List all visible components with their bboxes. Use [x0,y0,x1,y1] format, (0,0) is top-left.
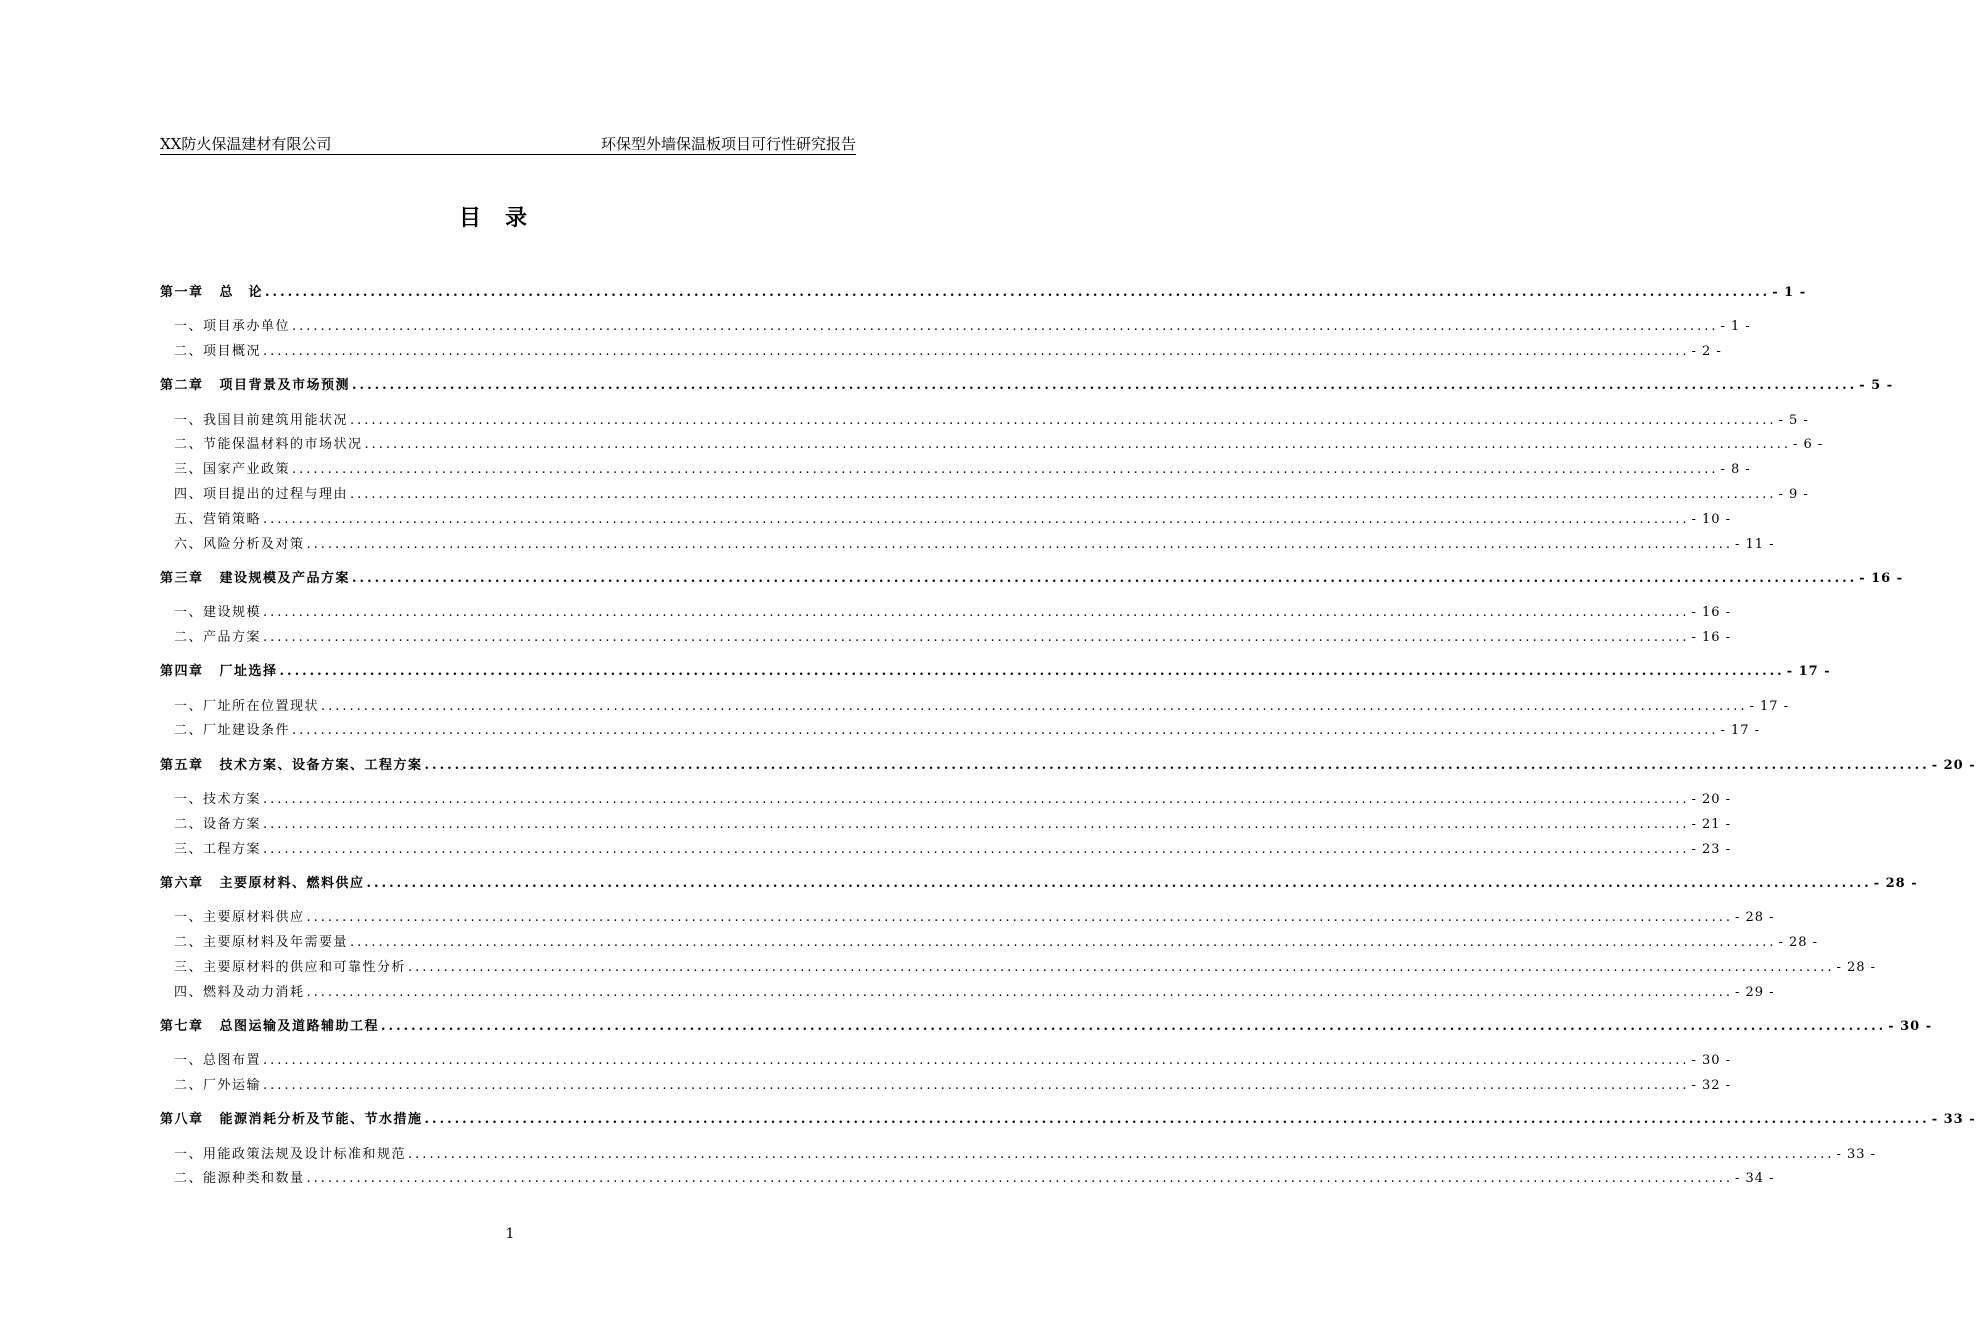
toc-entry-label [160,754,423,779]
toc-entry-text: 一、建设规模 [174,605,262,621]
toc-page-number: - 17 - [1720,723,1761,739]
toc-page-number: - 32 - [1691,1078,1732,1094]
toc-section-entry[interactable] [160,601,1732,626]
toc-section-entry[interactable] [160,483,1809,508]
toc-entry-label [160,906,305,931]
toc-page-number: - 5 - [1778,412,1809,428]
toc-page-number: - 20 - [1931,757,1976,773]
toc-entry-text: 项目背景及市场预测 [219,378,351,394]
toc-dot-leader: ........................................................................................................................................................................................................ [306,910,1733,926]
toc-entry-text: 二、设备方案 [174,816,262,832]
toc-page-number: - 11 - [1734,536,1775,552]
toc-entry-label [160,508,261,533]
toc-dot-leader: ........................................................................................................................................................................................................ [279,664,1785,680]
toc-page-number: - 30 - [1888,1018,1933,1034]
toc-dot-leader: ........................................................................................................................................................................................................ [424,1112,1930,1128]
toc-chapter-number: 第一章 [160,285,204,300]
toc-page-number: - 6 - [1792,437,1824,453]
toc-entry-label [160,660,278,685]
toc-entry-label [160,626,261,651]
toc-page-number: - 28 - [1836,959,1877,975]
toc-entry-text: 二、厂址建设条件 [174,723,291,739]
toc-entry-label [160,567,350,592]
toc-section-entry[interactable] [160,1049,1732,1074]
toc-page-number: - 23 - [1691,841,1732,857]
toc-page-number: - 30 - [1691,1053,1732,1069]
toc-page-number: - 28 - [1778,935,1819,951]
toc-page-number: - 10 - [1691,511,1732,527]
toc-entry-label [160,1015,379,1040]
toc-dot-leader: ........................................................................................................................................................................................................ [263,1078,1690,1094]
toc-dot-leader: ........................................................................................................................................................................................................ [424,757,1930,773]
toc-entry-text: 一、我国目前建筑用能状况 [174,412,349,428]
toc-section-entry[interactable] [160,458,1751,483]
toc-entry-label [160,956,406,981]
toc-section-entry[interactable] [160,931,1819,956]
toc-entry-text: 一、项目承办单位 [174,319,291,335]
toc-section-entry[interactable] [160,533,1775,558]
toc-page-number: - 16 - [1691,605,1732,621]
toc-page-number: - 1 - [1772,285,1807,300]
header-company: XX防火保温建材有限公司 [160,135,332,153]
toc-page-number: - 33 - [1931,1112,1976,1128]
toc-chapter-entry[interactable] [160,754,1976,779]
toc-entry-label [160,695,319,720]
toc-page-number: - 8 - [1720,462,1751,478]
toc-chapter-entry[interactable] [160,281,1807,306]
toc-dot-leader: ........................................................................................................................................................................................................ [292,319,1719,335]
toc-chapter-number: 第六章 [160,875,204,891]
toc-section-entry[interactable] [160,626,1732,651]
toc-chapter-number: 第二章 [160,378,204,394]
toc-dot-leader: ........................................................................................................................................................................................................ [263,841,1690,857]
toc-entry-label [160,374,350,399]
toc-page-number: - 17 - [1749,698,1790,714]
toc-entry-label [160,813,261,838]
toc-entry-text: 总 论 [219,285,264,300]
toc-page-number: - 33 - [1836,1146,1877,1162]
toc-entry-label [160,1108,423,1133]
toc-entry-label [160,838,261,863]
toc-page-number: - 21 - [1691,816,1732,832]
toc-page-number: - 20 - [1691,792,1732,808]
toc-entry-label [160,931,348,956]
toc-entry-text: 五、营销策略 [174,511,262,527]
toc-dot-leader: ........................................................................................................................................................................................................ [292,462,1719,478]
toc-dot-leader: ........................................................................................................................................................................................................ [263,1053,1690,1069]
toc-entry-text: 一、技术方案 [174,792,262,808]
toc-chapter-entry[interactable] [160,1015,1933,1040]
toc-entry-label [160,872,365,897]
toc-entry-label [160,1049,261,1074]
toc-page-number: - 28 - [1873,875,1918,891]
toc-chapter-number: 第四章 [160,664,204,680]
toc-entry-text: 建设规模及产品方案 [219,570,351,586]
toc-dot-leader: ........................................................................................................................................................................................................ [306,536,1733,552]
toc-section-entry[interactable] [160,433,1824,458]
toc-section-entry[interactable] [160,340,1722,365]
toc-page-number: - 34 - [1734,1171,1775,1187]
toc-page-number: - 17 - [1786,664,1831,680]
toc-section-entry[interactable] [160,409,1809,434]
toc-entry-label [160,981,305,1006]
toc-entry-text: 一、主要原材料供应 [174,910,305,926]
toc-entry-label [160,483,348,508]
toc-entry-text: 二、主要原材料及年需要量 [174,935,349,951]
toc-chapter-entry[interactable] [160,1108,1976,1133]
toc-page-number: - 5 - [1859,378,1894,394]
toc-section-entry[interactable] [160,695,1790,720]
toc-entry-text: 厂址选择 [219,664,278,680]
toc-page-number: - 16 - [1859,570,1904,586]
toc-dot-leader: ........................................................................................................................................................................................................ [350,487,1777,503]
toc-section-entry[interactable] [160,956,1877,981]
toc-entry-text: 一、用能政策法规及设计标准和规范 [174,1146,407,1162]
toc-dot-leader: ........................................................................................................................................................................................................ [263,630,1690,646]
toc-entry-label [160,409,348,434]
toc-section-entry[interactable] [160,508,1732,533]
toc-entry-label [160,315,290,340]
toc-dot-leader: ........................................................................................................................................................................................................ [263,605,1690,621]
toc-chapter-number: 第八章 [160,1112,204,1128]
toc-entry-label [160,533,305,558]
toc-dot-leader: ........................................................................................................................................................................................................ [350,412,1777,428]
toc-dot-leader: ........................................................................................................................................................................................................ [265,285,1771,300]
toc-entry-text: 四、项目提出的过程与理由 [174,487,349,503]
toc-dot-leader: ........................................................................................................................................................................................................ [408,959,1835,975]
running-header [160,134,856,155]
toc-chapter-entry[interactable] [160,567,1904,592]
toc-entry-label [160,788,261,813]
toc-title: 目录 [458,205,551,231]
toc-entry-label [160,719,290,744]
toc-entry-label [160,1167,305,1192]
toc-entry-label [160,281,263,306]
toc-entry-text: 总图运输及道路辅助工程 [219,1018,380,1034]
header-report-title: 环保型外墙保温板项目可行性研究报告 [600,135,856,153]
toc-section-entry[interactable] [160,1143,1877,1168]
toc-dot-leader: ........................................................................................................................................................................................................ [350,935,1777,951]
toc-chapter-number: 第七章 [160,1018,204,1034]
toc-entry-label [160,601,261,626]
toc-entry-text: 二、厂外运输 [174,1078,262,1094]
toc-entry-text: 主要原材料、燃料供应 [219,875,365,891]
toc-page-number: - 16 - [1691,630,1732,646]
toc-chapter-entry[interactable] [160,872,1918,897]
toc-entry-label [160,433,363,458]
toc-dot-leader: ........................................................................................................................................................................................................ [306,984,1733,1000]
toc-entry-text: 能源消耗分析及节能、节水措施 [219,1112,423,1128]
toc-dot-leader: ........................................................................................................................................................................................................ [366,875,1872,891]
toc-page-number: - 9 - [1778,487,1809,503]
toc-dot-leader: ........................................................................................................................................................................................................ [321,698,1748,714]
toc-entry-text: 技术方案、设备方案、工程方案 [219,757,423,773]
toc-dot-leader: ........................................................................................................................................................................................................ [306,1171,1733,1187]
table-of-contents [160,281,1976,1192]
toc-dot-leader: ........................................................................................................................................................................................................ [381,1018,1887,1034]
toc-section-entry[interactable] [160,1167,1775,1192]
toc-entry-label [160,1143,406,1168]
toc-entry-text: 二、产品方案 [174,630,262,646]
toc-section-entry[interactable] [160,719,1761,744]
toc-entry-text: 三、工程方案 [174,841,262,857]
toc-dot-leader: ........................................................................................................................................................................................................ [364,437,1791,453]
toc-chapter-number: 第三章 [160,570,204,586]
toc-dot-leader: ........................................................................................................................................................................................................ [408,1146,1835,1162]
toc-entry-label [160,1074,261,1099]
toc-section-entry[interactable] [160,838,1732,863]
toc-dot-leader: ........................................................................................................................................................................................................ [263,792,1690,808]
toc-entry-text: 二、节能保温材料的市场状况 [174,437,363,453]
toc-entry-text: 三、国家产业政策 [174,462,291,478]
toc-chapter-number: 第五章 [160,757,204,773]
toc-entry-text: 二、能源种类和数量 [174,1171,305,1187]
toc-chapter-entry[interactable] [160,660,1831,685]
toc-section-entry[interactable] [160,981,1775,1006]
toc-page-number: - 2 - [1691,344,1722,360]
toc-page-number: - 28 - [1734,910,1775,926]
toc-dot-leader: ........................................................................................................................................................................................................ [292,723,1719,739]
page-number: 1 [505,1226,515,1242]
toc-chapter-entry[interactable] [160,374,1894,399]
toc-dot-leader: ........................................................................................................................................................................................................ [263,816,1690,832]
toc-entry-text: 四、燃料及动力消耗 [174,984,305,1000]
toc-entry-text: 二、项目概况 [174,344,262,360]
toc-entry-text: 一、总图布置 [174,1053,262,1069]
toc-dot-leader: ........................................................................................................................................................................................................ [352,378,1858,394]
toc-section-entry[interactable] [160,906,1775,931]
toc-entry-label [160,340,261,365]
toc-section-entry[interactable] [160,1074,1732,1099]
toc-entry-text: 六、风险分析及对策 [174,536,305,552]
toc-section-entry[interactable] [160,315,1751,340]
toc-page-number: - 29 - [1734,984,1775,1000]
toc-dot-leader: ........................................................................................................................................................................................................ [352,570,1858,586]
toc-section-entry[interactable] [160,813,1732,838]
toc-entry-text: 三、主要原材料的供应和可靠性分析 [174,959,407,975]
toc-page-number: - 1 - [1720,319,1751,335]
toc-section-entry[interactable] [160,788,1732,813]
toc-dot-leader: ........................................................................................................................................................................................................ [263,344,1690,360]
toc-entry-label [160,458,290,483]
toc-dot-leader: ........................................................................................................................................................................................................ [263,511,1690,527]
toc-entry-text: 一、厂址所在位置现状 [174,698,320,714]
